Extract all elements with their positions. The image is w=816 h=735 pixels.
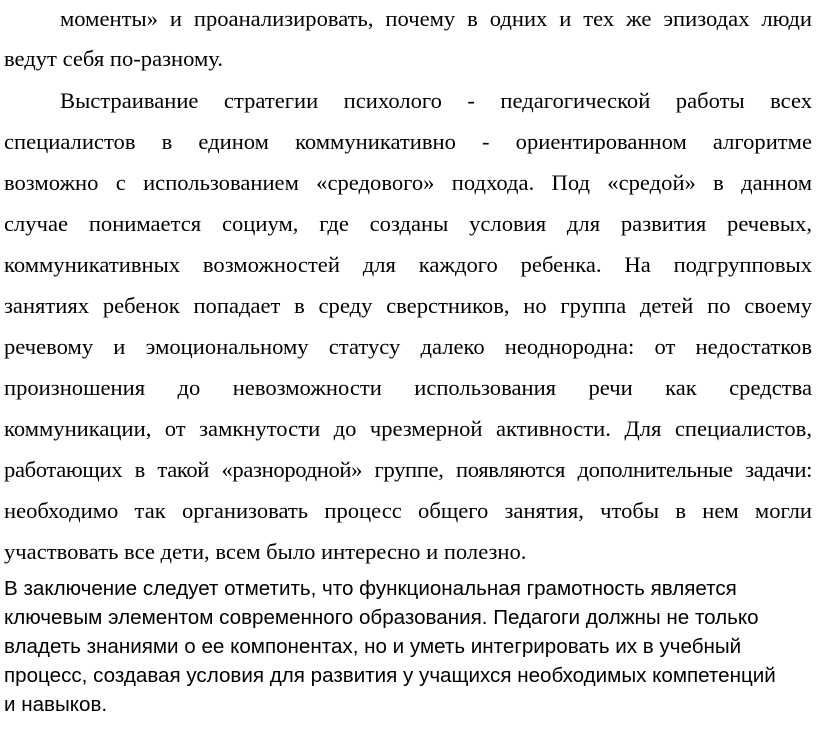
text-line: необходимо так организовать процесс общего занятия, чтобы в нем могли (4, 498, 812, 523)
text-line: Выстраивание стратегии психолого - педагогической работы всех (60, 88, 812, 113)
text-line: специалистов в едином коммуникативно - ориентированном алгоритме (4, 129, 812, 154)
text-line: работающих в такой «разнородной» группе, появляются дополнительные задачи: (4, 457, 812, 482)
text-line: ключевым элементом современного образования. Педагоги должны не только (4, 606, 759, 629)
text-line: владеть знаниями о ее компонентах, но и уметь интегрировать их в учебный (4, 635, 742, 658)
text-line: коммуникации, от замкнутости до чрезмерной активности. Для специалистов, (4, 416, 812, 441)
text-line: речевому и эмоциональному статусу далеко неоднородна: от недостатков (4, 334, 812, 359)
text-line: В заключение следует отметить, что функциональная грамотность является (4, 577, 737, 600)
text-line: случае понимается социум, где созданы условия для развития речевых, (4, 211, 812, 236)
text-line: моменты» и проанализировать, почему в одних и тех же эпизодах люди (60, 6, 812, 31)
text-line: занятиях ребенок попадает в среду сверстников, но группа детей по своему (4, 293, 812, 318)
text-line: ведут себя по-разному. (4, 46, 223, 71)
text-line: коммуникативных возможностей для каждого ребенка. На подгрупповых (4, 252, 812, 277)
text-line: участвовать все дети, всем было интересно и полезно. (4, 539, 527, 564)
text-line: произношения до невозможности использования речи как средства (4, 375, 812, 400)
text-line: процесс, создавая условия для развития у учащихся необходимых компетенций (4, 664, 776, 687)
text-line: возможно с использованием «средового» подхода. Под «средой» в данном (4, 170, 812, 195)
text-line: и навыков. (4, 693, 108, 716)
